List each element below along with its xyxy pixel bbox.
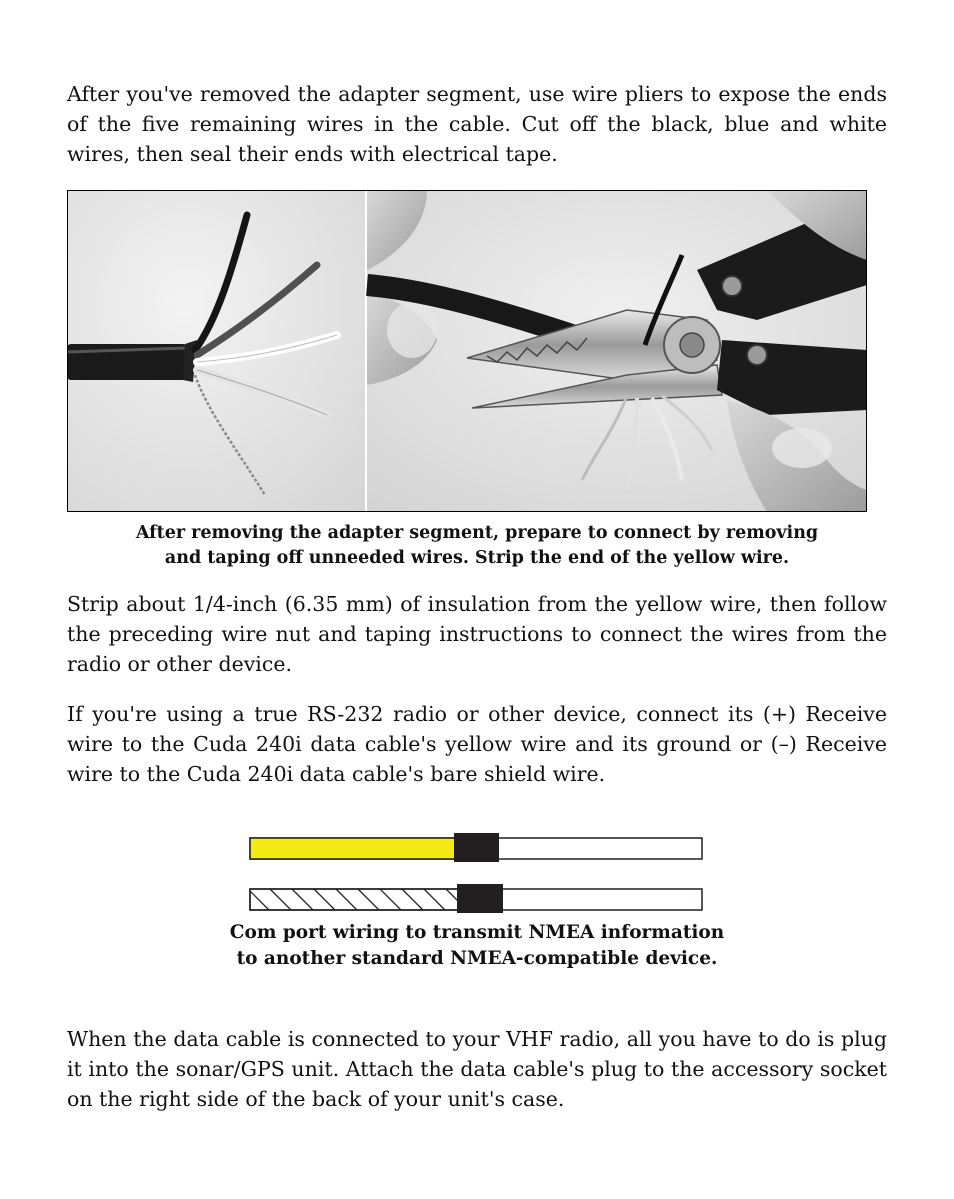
wire-nut-connector-bottom bbox=[457, 884, 503, 913]
photo-caption-line2: and taping off unneeded wires. Strip the end of the yellow wire. bbox=[164, 548, 790, 568]
yellow-wire-diagram bbox=[250, 833, 702, 862]
shield-wire-diagram bbox=[248, 884, 702, 913]
intro-paragraph: After you've removed the adapter segment, use wire pliers to expose the ends of the five remaining wires in the cable. Cut off the black, blue and white wires, then seal their ends with electrical tape. bbox=[67, 82, 887, 166]
photo-caption-line1: After removing the adapter segment, prepare to connect by removing bbox=[135, 523, 819, 543]
rs232-paragraph: If you're using a true RS-232 radio or other device, connect its (+) Receive wire to the Cuda 240i data cable's yellow wire and its ground or (–) Receive wire to the Cuda 240i data cable's bare shield wire. bbox=[67, 702, 887, 786]
yellow-wire-segment bbox=[250, 838, 456, 859]
wire-nut-connector-top bbox=[454, 833, 499, 862]
cable-wires-photo bbox=[67, 190, 366, 512]
pliers-stripping-photo bbox=[367, 190, 867, 512]
wiring-diagram bbox=[248, 832, 706, 914]
diagram-caption bbox=[67, 920, 887, 972]
diagram-caption-line2: to another standard NMEA-compatible device. bbox=[236, 948, 718, 969]
photo-caption bbox=[67, 521, 887, 571]
wire-photos bbox=[67, 190, 867, 512]
diagram-caption-line1: Com port wiring to transmit NMEA information bbox=[229, 922, 725, 943]
strip-paragraph: Strip about 1/4-inch (6.35 mm) of insulation from the yellow wire, then follow the preceding wire nut and taping instructions to connect the wires from the radio or other device. bbox=[67, 592, 887, 676]
final-paragraph: When the data cable is connected to your VHF radio, all you have to do is plug it into the sonar/GPS unit. Attach the data cable's plug to the accessory socket on the right side of the back of your unit's case. bbox=[67, 1027, 887, 1111]
